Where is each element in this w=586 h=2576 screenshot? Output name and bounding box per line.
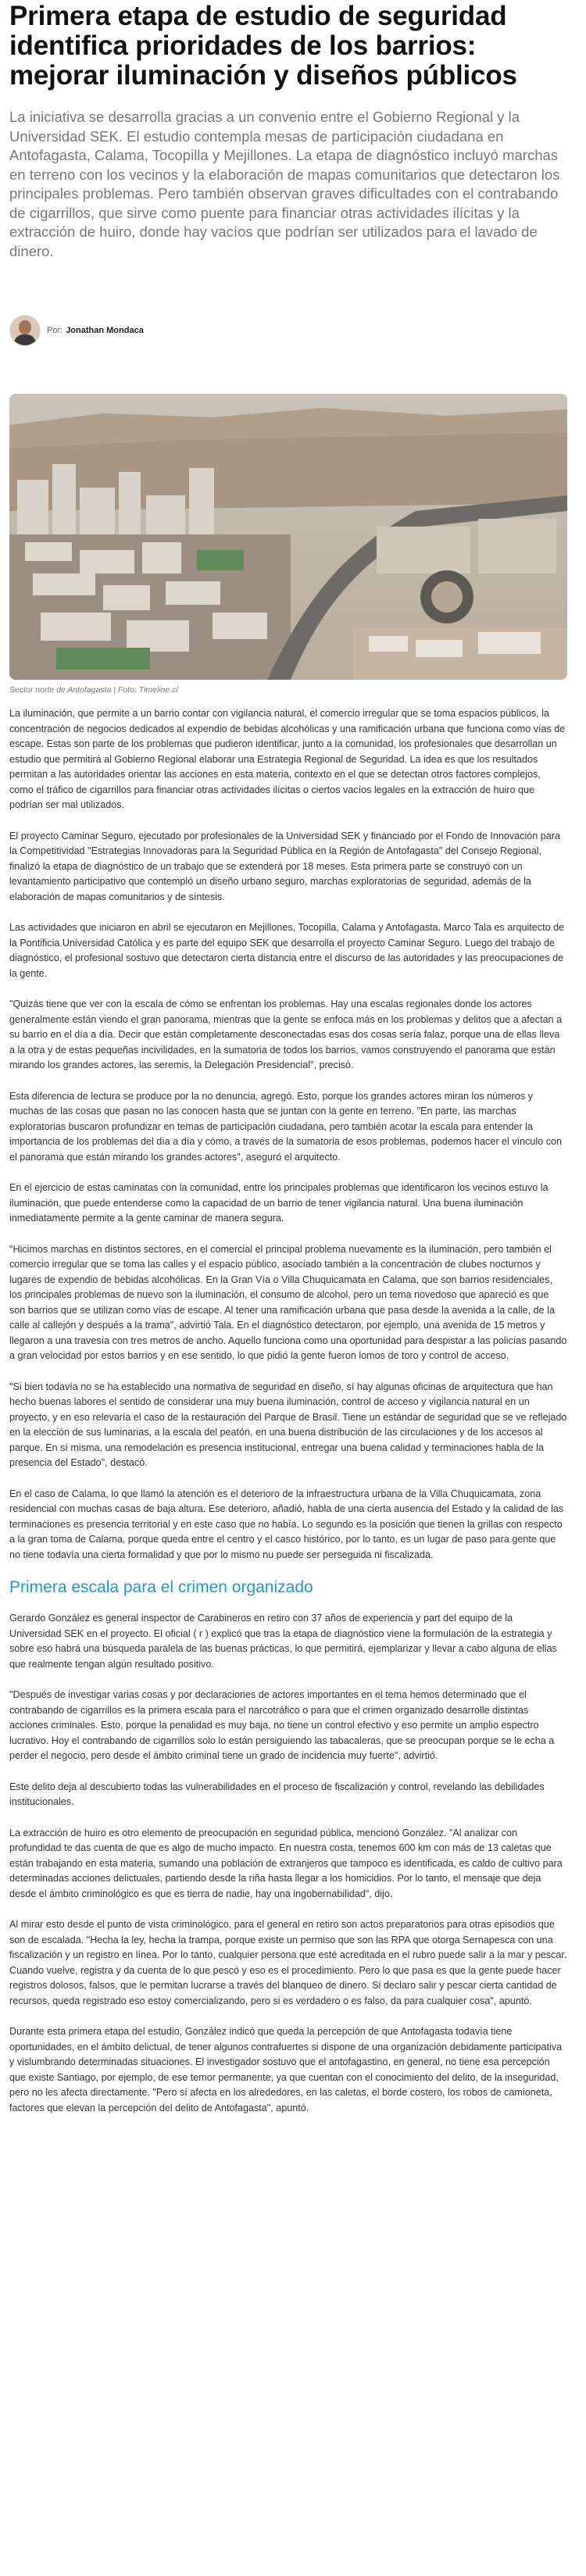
image-caption: Sector norte de Antofagasta | Foto: Timeline.cl	[9, 685, 178, 695]
byline	[9, 314, 144, 347]
paragraph: "Si bien todavía no se ha establecido una normativa de seguridad en diseño, sí hay algunas oficinas de arquitectura que han hecho buenas labores el sentido de considerar una muy buena iluminación, control de acceso y vigilancia natural en un proyecto, y en eso relevaría el caso de la restauración del Parque de Brasil. Tiene un estándar de seguridad que se ve reflejado en la elección de sus luminarias, a la escala del peatón, en una buena distribución de las circulaciones y de los accesos al parque. En sí misma, una remodelación es presencia institucional, entregar una buena calidad y terminaciones habla de la presencia del Estado", destacó.	[9, 1381, 567, 1468]
paragraph: Durante esta primera etapa del estudio, González indicó que queda la percepción de que Antofagasta todavía tiene oportunidades, en el ámbito delictual, de tener algunos contrafuertes si dispone de una organización debidamente participativa y vislumbrando determinadas situaciones. El investigador sostuvo que el antofagastino, en general, no tiene esa percepción que existe Santiago, por ejemplo, de ese temor permanente, ya que cuentan con el conocimiento del delito, de la inseguridad, pero no les afecta directamente. "Pero sí afecta en los alrededores, en las caletas, el borde costero, los robos de camioneta, factores que elevan la percepción del delito de Antofagasta", apuntó.	[9, 2026, 563, 2113]
article-title: Primera etapa de estudio de seguridad identifica prioridades de los barrios: mejorar iluminación y diseños públicos	[9, 1, 517, 91]
article-lead: La iniciativa se desarrolla gracias a un convenio entre el Gobierno Regional y la Universidad SEK. El estudio contempla mesas de participación ciudadana en Antofagasta, Calama, Tocopilla y Mejillones. La etapa de diagnóstico incluyó marchas en terreno con los vecinos y la elaboración de mapas comunitarios que detectaron los principales problemas. Pero también observan graves dificultades con el contrabando de cigarrillos, que sirve como puente para financiar otras actividades ilícitas y la extracción de huiro, donde hay vacíos que podrían ser utilizados para el lavado de dinero.	[9, 109, 560, 259]
paragraph: Este delito deja al descubierto todas las vulnerabilidades en el proceso de fiscalización y control, revelando las debilidades institucionales.	[9, 1781, 545, 1807]
paragraph: "Quizás tiene que ver con la escala de cómo se enfrentan los problemas. Hay una escalas regionales donde los actores generalmente están viendo el gran panorama, mientras que la gente se enfoca más en los problemas y delitos que a afectan a su barrio en el día a día. Decir que están completamente desconectadas esas dos cosas sería falaz, porque una de ellas lleva a la otra y de estas pequeñas incivilidades, en la sumatoria de todos los barrios, vamos construyendo el panorama que están mirando los grandes actores, las seremis, la Delegación Presidencial", precisó.	[9, 999, 563, 1070]
avatar[interactable]	[9, 315, 41, 346]
article	[9, 0, 567, 2113]
paragraph: En el ejercicio de estas caminatas con la comunidad, entre los principales problemas que identificaron los vecinos estuvo la iluminación, que puede entenderse como la capacidad de un barrio de tener vigilancia natural. Una buena iluminación inmediatamente permite a la gente caminar de manera segura.	[9, 1182, 548, 1224]
paragraph: "Después de investigar varias cosas y por declaraciones de actores importantes en el tema hemos determinado que el contrabando de cigarrillos es la primera escala para el narcotráfico o para que el crimen organizado desarrolle distintas acciones criminales. Esto, porque la penalidad es muy baja, no tiene un control efectivo y eso permite un amplio espectro lucrativo. Hoy el contrabando de cigarrillos solo lo están persiguiendo las tabacaleras, que se preocupan porque se le echa a perder el negocio, pero desde el ámbito criminal tiene un grado de incidencia muy fuerte", advirtió.	[9, 1689, 555, 1761]
paragraph: Las actividades que iniciaron en abril se ejecutaron en Mejillones, Tocopilla, Calama y Antofagasta. Marco Tala es arquitecto de la Pontificia Universidad Católica y es parte del equipo SEK que desarrolla el proyecto Caminar Seguro. Luego del trabajo de diagnóstico, el profesional sostuvo que detectaron cierta distancia entre el discurso de las autoridades y las preocupaciones de la gente.	[9, 922, 565, 979]
author-name[interactable]: Jonathan Mondaca	[66, 326, 144, 335]
aerial-city-photo	[9, 394, 567, 680]
paragraph: Esta diferencia de lectura se produce por la no denuncia, agregó. Esto, porque los grandes actores miran los números y muchas de las cosas que pasan no las conocen hasta que se juntan con la gente en terreno. "En parte, las marchas exploratorias buscaron profundizar en temas de participación ciudadana, pero también acotar la escala para entender la importancia de los problemas del día a día y cómo, a través de la sumatoria de esos problemas, podemos hacer el vínculo con el panorama que están mirando los grandes actores", aseguró el arquitecto.	[9, 1090, 563, 1163]
paragraph: Gerardo González es general inspector de Carabineros en retiro con 37 años de experiencia y part del equipo de la Universidad SEK en el proyecto. El oficial ( r ) explicó que tras la etapa de diagnóstico viene la formulación de la estrategia y sobre eso habrá una búsqueda paralela de las buenas prácticas, lo que permitirá, ejemplarizar y llevar a cabo alguna de ellas que realmente tengan algún resultado positivo.	[9, 1613, 557, 1670]
paragraph: "Hicimos marchas en distintos sectores, en el comercial el principal problema nuevamente es la iluminación, pero también el comercio irregular que se toma las calles y el espacio público, asociado también a la concentración de clubes nocturnos y lugares de expendio de bebidas alcohólicas. En la Gran Vía o Villa Chuquicamata en Calama, que son barrios residenciales, los principales problemas de nuevo son la iluminación, el consumo de alcohol, pero un tema novedoso que apareció es que son barrios que se utilizan como vías de escape. Al tener una ramificación urbana que pasa desde la avenida a la calle, de la calle al callejón y después a la trama", advirtió Tala. En el diagnóstico detectaron, por ejemplo, una avenida de 15 metros y llegaron a una travesía con tres metros de ancho. Aquello funciona como una oportunidad para despistar a las policías pasando a gran velocidad por estos barrios y en ese sentido, lo que pidió la gente fueron lomos de toro y control de acceso.	[9, 1243, 567, 1361]
paragraph: La extracción de huiro es otro elemento de preocupación en seguridad pública, mencionó González. "Al analizar con profundidad te das cuenta de que es algo de mucho impacto. En nuestra costa, tenemos 600 km con más de 13 caletas que están trabajando en esta materia, sumando una población de extranjeros que tampoco es identificada, es caldo de cultivo para determinadas acciones delictuales, partiendo desde la riña hasta llegar a los homicidios. Por lo tanto, el mensaje que deja desde el ámbito criminológico es que es tierra de nadie, hay una ingobernabilidad", dijo.	[9, 1827, 563, 1899]
paragraph: El proyecto Caminar Seguro, ejecutado por profesionales de la Universidad SEK y financiado por el Fondo de Innovación para la Competitividad "Estrategias Innovadoras para la Seguridad Pública en la Región de Antofagasta" del Consejo Regional, finalizó la etapa de diagnóstico de un trabajo que se extenderá por 18 meses. Esta primera parte se construyó con un levantamiento participativo que contempló un diseño urbano seguro, marchas exploratorias de seguridad, además de la elaboración de mapas comunitarios y de síntesis.	[9, 830, 560, 902]
paragraph: La iluminación, que permite a un barrio contar con vigilancia natural, el comercio irregular que se toma espacios públicos, la concentración de negocios dedicados al expendio de bebidas alcohólicas y una ramificación urbana que funciona como vías de escape. Estas son parte de los problemas que pudieron identificar, junto a la comunidad, los profesionales que desarrollan un estudio que permitirá al Gobierno Regional elaborar una Estrategia Regional de Seguridad. La idea es que los resultados permitan a las autoridades orientar las acciones en esta materia, contexto en el que se detectan otros factores complejos, como el tráfico de cigarrillos para financiar otras actividades ilícitas o ciertos vacíos legales en la extracción de huiro que podrían ser mal utilizados.	[9, 708, 566, 810]
paragraph: En el caso de Calama, lo que llamó la atención es el deterioro de la infraestructura urbana de la Villa Chuquicamata, zona residencial con muchas casas de baja altura. Ese deterioro, añadió, habla de una cierta ausencia del Estado y la calidad de las terminaciones es presencia territorial y en este caso que no había. Lo segundo es la posición que tienen la grillas con respecto a la gran toma de Calama, porque queda entre el centro y el casco histórico, por lo tanto, es un lugar de paso para gente que no tiene todavía una cierta formalidad y que por lo mismo nu puede ser perseguida ni fiscalizada.	[9, 1488, 564, 1560]
paragraph: Al mirar esto desde el punto de vista criminológico, para el general en retiro son actos preparatorios para otras episodios que son de escalada. "Hecha la ley, hecha la trampa, porque existe un permiso que son las RPA que otorga Sernapesca con una fiscalización y un registro en línea. Por lo tanto, cualquier persona que esté acreditada en el rubro puede salir a la mar y pescar. Cuando vuelve, registra y da cuenta de lo que pescó y eso es el procedimiento. Pero lo que pasa es que la gente puede hacer registros dolosos, falsos, que le permitan lucrarse a través del blanqueo de dinero. Si declaro salir y pescar cierta cantidad de recursos, queda registrado eso estoy comercializando, pero si es verdadero o es falso, da para cualquier cosa", apuntó.	[9, 1919, 567, 2006]
article-body	[9, 706, 567, 2131]
byline-prefix: Por:	[47, 326, 63, 335]
section-heading: Primera escala para el crimen organizado	[9, 1578, 313, 1596]
